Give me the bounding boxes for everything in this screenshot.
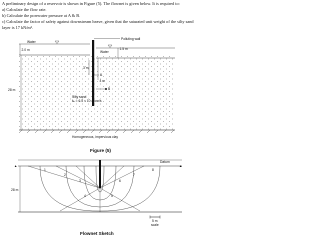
- scale-value: 5 m: [152, 219, 158, 223]
- soil-name: Silty sand: [72, 95, 87, 99]
- dim-4m-label: 4 m: [99, 79, 105, 83]
- drop-number-4: 4: [84, 194, 86, 198]
- dim-28m-label: 28 m: [8, 88, 16, 92]
- flownet-depth-label: 28 m: [11, 188, 19, 192]
- drop-number-6: 6: [119, 179, 121, 183]
- upstream-water-marker-icon: [55, 41, 59, 44]
- flownet-wall: [99, 160, 101, 188]
- drop-number-2: 2: [64, 173, 66, 177]
- flownet-caption: Flownet Sketch: [80, 231, 114, 236]
- task-c: c) Calculate the factor of safety against downstream heave, given that the saturated unit weight of the silty sand layer is 17 kN/m³.: [2, 19, 194, 30]
- datum-label: Datum: [160, 160, 170, 164]
- wall-label: Polluting wall: [121, 36, 141, 41]
- equipotential-6: [100, 188, 140, 211]
- water-label-left: Water: [27, 40, 36, 44]
- point-a-label: A: [100, 73, 103, 78]
- drop-number-7: 7: [133, 173, 135, 177]
- clay-label: Homogeneous, impervious clay: [72, 135, 118, 139]
- silty-sand-layer: [19, 55, 175, 130]
- drop-number-5: 5: [111, 194, 113, 198]
- flownet-right-marker: ▲: [179, 164, 183, 168]
- dim-3m-label: 3 m: [83, 66, 89, 70]
- flownet-sketch: [11, 160, 182, 236]
- drop-number-8: 8: [152, 168, 154, 172]
- drop-number-1: 1: [44, 168, 46, 172]
- figure-5-caption: Figure (5): [90, 148, 111, 153]
- equipotential-4: [60, 188, 100, 211]
- drop-number-3: 3: [79, 179, 81, 183]
- equipotential-1: [28, 166, 100, 188]
- equipotential-7: [100, 166, 124, 188]
- water-label-right: Water: [100, 50, 109, 54]
- equipotential-lines: [28, 166, 144, 212]
- downstream-water-marker-icon: [108, 45, 112, 48]
- equipotential-2: [56, 166, 100, 188]
- equipotential-3: [76, 166, 100, 188]
- downstream-depth-label: 1.5 m: [119, 47, 128, 51]
- scale-unit: scale: [151, 223, 159, 227]
- polluting-wall: [92, 40, 94, 106]
- flownet-left-marker: ▲: [14, 164, 18, 168]
- point-a-marker: [92, 74, 94, 76]
- problem-intro: A preliminary design of a reservoir is shown in Figure (5). The flownet is given below. It is required to:: [2, 1, 180, 6]
- soil-permeability: kₓ = 6.5 × 10⁻⁵ cm/s: [72, 99, 102, 103]
- clay-hatch: [19, 130, 174, 133]
- figure-5: [8, 37, 175, 153]
- point-b-label: B: [108, 87, 111, 92]
- equipotential-8: [100, 166, 144, 188]
- task-a: a) Calculate the flow rate.: [2, 7, 47, 12]
- upstream-depth-label: 2.0 m: [21, 48, 30, 52]
- point-b-marker: [105, 88, 107, 90]
- task-b: b) Calculate the porewater pressure at A & B.: [2, 13, 81, 18]
